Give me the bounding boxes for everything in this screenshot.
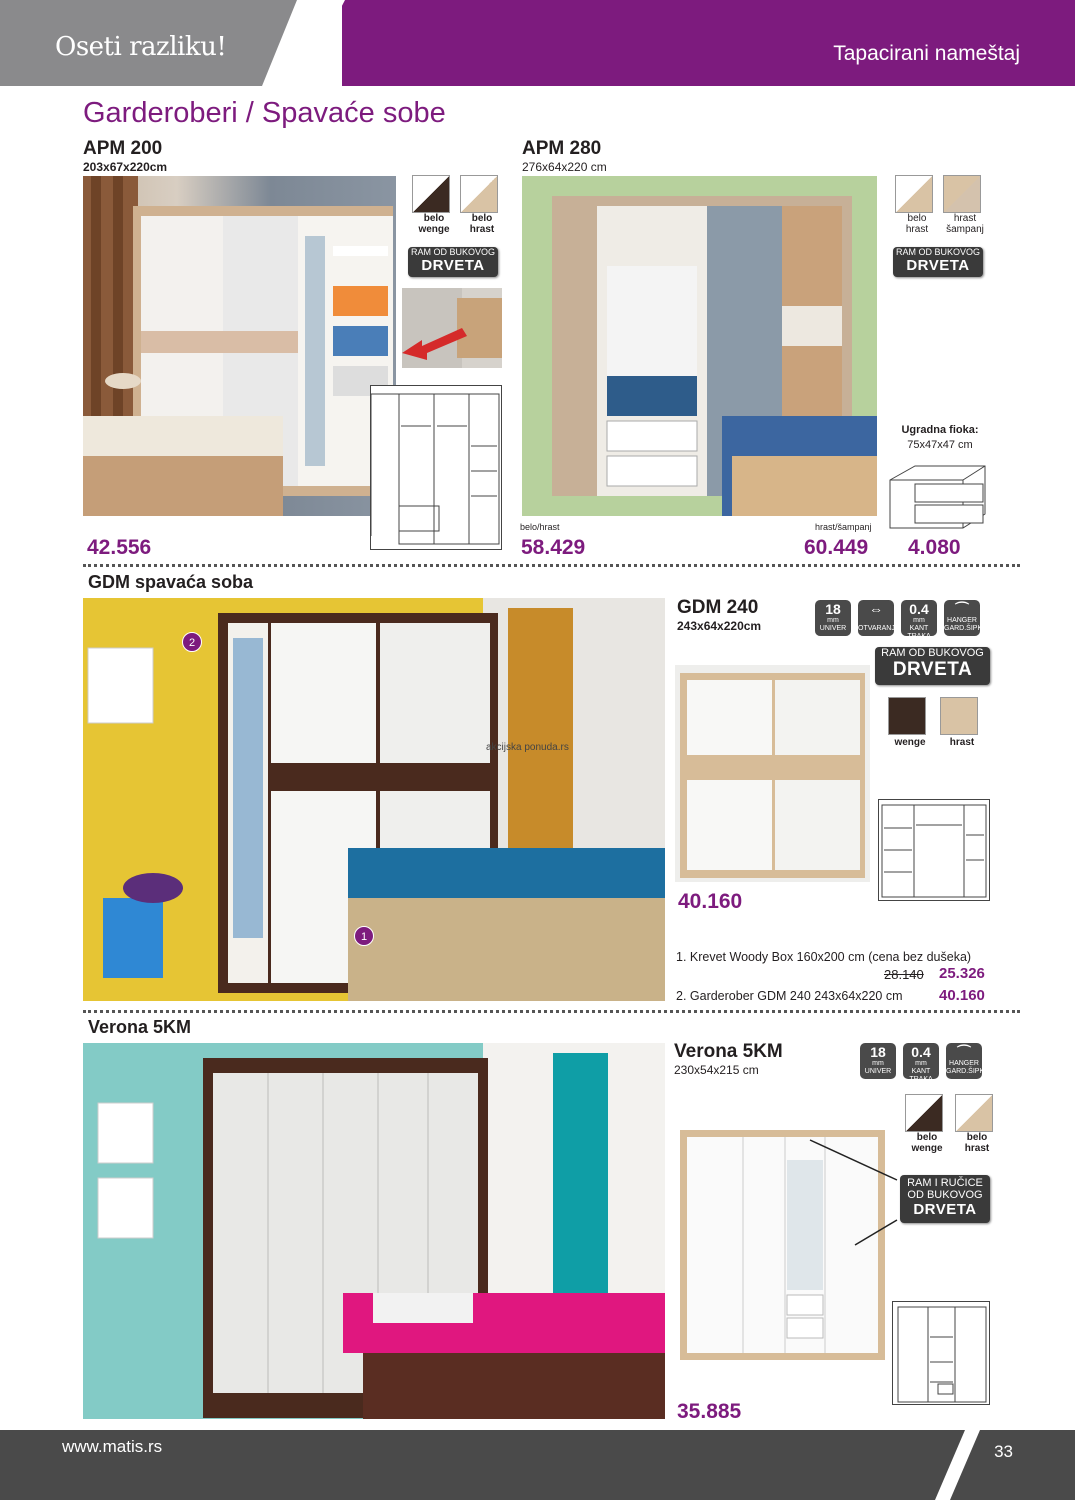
swatch-wenge[interactable] [888,697,926,735]
verona-wardrobe [675,1120,900,1365]
verona-name: Verona 5KM [674,1041,783,1062]
swatch-belo-hrast[interactable] [955,1094,993,1132]
gdm-product-image [675,665,870,882]
verona-section-name: Verona 5KM [88,1017,192,1037]
swatch-hrast-sampanj[interactable] [943,175,981,213]
section-title: Garderoberi / Spavaće sobe [83,97,446,129]
apm280-ram-badge: RAM OD BUKOVOG DRVETA [893,247,983,277]
section-divider [83,1010,1020,1013]
swatch-label: wenge [894,737,926,748]
apm280-variant1-label: belo/hrast [520,522,560,532]
feature-kant-traka: 0.4 mm KANT TRAKA [903,1043,939,1079]
gdm-price: 40.160 [678,890,743,913]
apm280-name: APM 280 [522,138,602,159]
gdm-wardrobe [675,665,870,882]
category-title: Tapacirani nameštaj [833,42,1020,65]
apm280-variant2-price: 60.449 [804,536,869,559]
verona-line-drawing [892,1301,990,1405]
apm280-illustration [522,176,877,516]
feature-univer: 18 mm UNIVER [860,1043,896,1079]
swatch-belo-wenge[interactable] [905,1094,943,1132]
apm200-size: 203x67x220cm [83,160,168,174]
gdm-line-drawing [878,799,990,901]
wardrobe-diagram [893,1302,989,1404]
gdm-name: GDM 240 [677,597,759,618]
apm200-detail-photo [402,288,502,368]
swatch-label: belo hrast [905,213,929,235]
drawer-diagram [885,462,990,532]
apm200-line-drawing [370,385,502,550]
gdm-photo [83,598,665,1001]
apm200-ram-badge: RAM OD BUKOVOG DRVETA [408,247,498,277]
verona-ram-badge: RAM I RUČICE OD BUKOVOG DRVETA [900,1175,990,1223]
feature-hanger: ⌒ HANGER GARD.ŠIPKA [944,600,980,636]
verona-product-image [675,1120,900,1365]
verona-features [860,1043,989,1083]
swatch-label: hrast šampanj [946,213,984,235]
swatch-hrast[interactable] [940,697,978,735]
feature-hanger: ⌒ HANGER GARD.ŠIPKA [946,1043,982,1079]
gdm-item1: 1. Krevet Woody Box 160x200 cm (cena bez dušeka) [676,950,972,964]
swatch-belo-hrast[interactable] [460,175,498,213]
feature-otvaranje: ⇔ OTVARANJE [858,600,894,636]
drawer-title: Ugradna fioka: [901,424,979,436]
marker-1: 1 [354,926,374,946]
brand-slogan: Oseti razliku! [55,32,227,62]
apm280-variant1-price: 58.429 [521,536,586,559]
apm200-photo [83,176,396,516]
swatch-label: belo wenge [418,213,450,235]
gdm-item1-old-price: 28.140 [884,967,924,982]
verona-illustration [83,1043,665,1419]
apm280-size: 276x64x220 cm [522,160,607,174]
apm280-swatches [895,175,987,235]
gdm-section-name: GDM spavaća soba [88,572,254,592]
section-divider [83,564,1020,567]
swatch-label: belo wenge [911,1132,943,1154]
apm200-price: 42.556 [87,536,152,559]
gdm-swatches [888,697,984,748]
wardrobe-diagram [371,386,501,549]
feature-kant-traka: 0.4 mm KANT TRAKA [901,600,937,636]
verona-swatches [905,1094,999,1154]
apm280-variant2-label: hrast/šampanj [815,522,872,532]
apm280-photo [522,176,877,516]
gdm-features [815,600,987,640]
swatch-label: belo hrast [964,1132,990,1154]
feature-univer: 18 mm UNIVER [815,600,851,636]
watermark: akcijska ponuda.rs [486,742,569,753]
drawer-price: 4.080 [908,536,961,559]
apm200-swatches [412,175,504,235]
gdm-item2-price: 40.160 [939,987,985,1004]
gdm-ram-badge: RAM OD BUKOVOG DRVETA [875,647,990,685]
verona-price: 35.885 [677,1400,742,1423]
page-number: 33 [994,1442,1013,1461]
detail-illustration [402,288,502,368]
swatch-label: belo hrast [469,213,495,235]
swatch-belo-wenge[interactable] [412,175,450,213]
verona-size: 230x54x215 cm [674,1063,759,1077]
apm200-illustration [83,176,396,516]
drawer-drawing [885,462,990,532]
drawer-size: 75x47x47 cm [907,439,973,451]
marker-2: 2 [182,632,202,652]
gdm-illustration [83,598,665,1001]
website-link[interactable]: www.matis.rs [62,1437,163,1456]
verona-photo [83,1043,665,1419]
wardrobe-diagram [879,800,989,900]
swatch-belo-hrast[interactable] [895,175,933,213]
apm200-name: APM 200 [83,138,163,159]
gdm-item1-price: 25.326 [939,965,985,982]
gdm-item2: 2. Garderober GDM 240 243x64x220 cm [676,989,903,1003]
swatch-label: hrast [949,737,975,748]
gdm-size: 243x64x220cm [677,619,762,633]
